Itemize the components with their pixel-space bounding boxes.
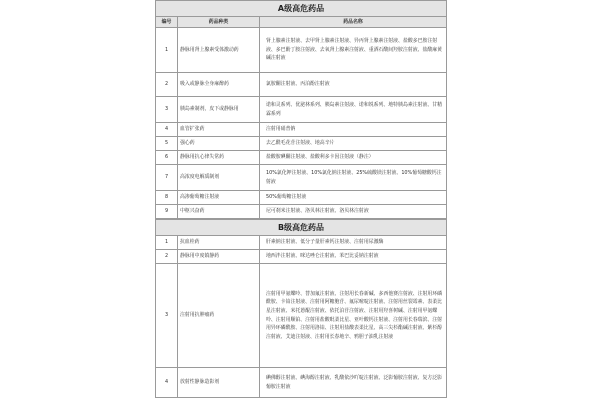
row-no: 9 <box>156 205 178 219</box>
table-row <box>156 151 447 165</box>
row-no: 1 <box>156 28 178 73</box>
row-name: 去乙酰毛花苷注射液、地高辛片 <box>260 137 447 151</box>
row-name: 氯胺酮注射液、丙泊酚注射液 <box>260 73 447 97</box>
row-no: 4 <box>156 123 178 137</box>
row-category: 抗血栓药 <box>178 236 260 250</box>
table-row <box>156 264 447 368</box>
row-no: 1 <box>156 236 178 250</box>
row-name: 尼可刹米注射液、洛贝林注射液、洛贝林注射液 <box>260 205 447 219</box>
row-name: 碘佛醇注射液、碘海醇注射液、乳酸依沙吖啶注射液、泛影葡胺注射液、复方泛影葡胺注射液 <box>260 368 447 398</box>
row-category: 注射用抗肿瘤药 <box>178 264 260 368</box>
row-no: 6 <box>156 151 178 165</box>
row-name: 肾上腺素注射液、去甲肾上腺素注射液、异丙肾上腺素注射液、盐酸多巴胺注射液、多巴酚丁胺注射液、去氧肾上腺素注射液、重酒石酸间羟胺注射液、盐酸麻黄碱注射液 <box>260 28 447 73</box>
table-row <box>156 236 447 250</box>
row-name: 注射用甲氨蝶呤、替加氟注射液、注射用长春新碱、多西他赛注射液、注射用环磷酰胺、卡铂注射液、注射用阿糖胞苷、氟尿嘧啶注射液、注射用丝裂霉素、表柔比星注射液、米托蒽醌注射液、依托泊苷注射液、注射用羟喜树碱、注射用甲氨蝶呤、注射用顺铂、注射用盐酸吡柔比星、亚叶酸钙注射液、注射用长春瑞滨、注射用异环磷酰胺、注射用洛铂、注射用盐酸表柔比星、高三尖杉酯碱注射液、紫杉醇注射液、艾迪注射液、注射用长春地辛、鸦胆子油乳注射液 <box>260 264 447 368</box>
row-name: 地西泮注射液、咪达唑仑注射液、苯巴比妥钠注射液 <box>260 250 447 264</box>
row-category: 静脉用中度镇静药 <box>178 250 260 264</box>
row-category: 中枢兴奋药 <box>178 205 260 219</box>
table-row <box>156 191 447 205</box>
row-name: 肝素钠注射液、低分子量肝素钙注射液、注射用尿激酶 <box>260 236 447 250</box>
row-name: 盐酸胺碘酮注射液、盐酸利多卡因注射液（静注） <box>260 151 447 165</box>
header-row <box>156 17 447 28</box>
table-row <box>156 368 447 398</box>
header-name: 药品名称 <box>260 17 447 28</box>
row-category: 放射性静脉造影剂 <box>178 368 260 398</box>
row-category: 静脉用肾上腺素受体激动药 <box>178 28 260 73</box>
row-category: 静脉用抗心律失常药 <box>178 151 260 165</box>
row-no: 5 <box>156 137 178 151</box>
table-row <box>156 123 447 137</box>
row-category: 胰岛素制剂，皮下或静脉用 <box>178 97 260 123</box>
row-category: 高渗葡萄糖注射液 <box>178 191 260 205</box>
header-category: 药品种类 <box>178 17 260 28</box>
row-no: 7 <box>156 165 178 191</box>
row-no: 2 <box>156 250 178 264</box>
section-a-table <box>155 16 447 219</box>
row-category: 血管扩张药 <box>178 123 260 137</box>
header-no: 编号 <box>156 17 178 28</box>
section-a-title: A级高危药品 <box>155 0 447 16</box>
row-name: 注射用硝普钠 <box>260 123 447 137</box>
section-b-title: B级高危药品 <box>155 219 447 235</box>
drug-list-sheet <box>155 0 447 400</box>
table-row <box>156 28 447 73</box>
row-category: 强心药 <box>178 137 260 151</box>
table-row <box>156 97 447 123</box>
row-no: 3 <box>156 264 178 368</box>
row-no: 4 <box>156 368 178 398</box>
row-category: 吸入或静脉全身麻醉药 <box>178 73 260 97</box>
row-name: 诺和灵系列、优泌林系列、胰岛素注射液、诺和锐系列、地特胰岛素注射液、甘精霖系列 <box>260 97 447 123</box>
row-no: 8 <box>156 191 178 205</box>
table-row <box>156 73 447 97</box>
table-row <box>156 137 447 151</box>
table-row <box>156 250 447 264</box>
section-b-table <box>155 235 447 398</box>
row-name: 10%氯化钾注射液、10%氯化钠注射液、25%硫酸镁注射液、10%葡萄糖酸钙注射液 <box>260 165 447 191</box>
table-row <box>156 205 447 219</box>
row-no: 3 <box>156 97 178 123</box>
table-row <box>156 165 447 191</box>
row-name: 50%葡萄糖注射液 <box>260 191 447 205</box>
row-category: 高浓度电解质制剂 <box>178 165 260 191</box>
row-no: 2 <box>156 73 178 97</box>
